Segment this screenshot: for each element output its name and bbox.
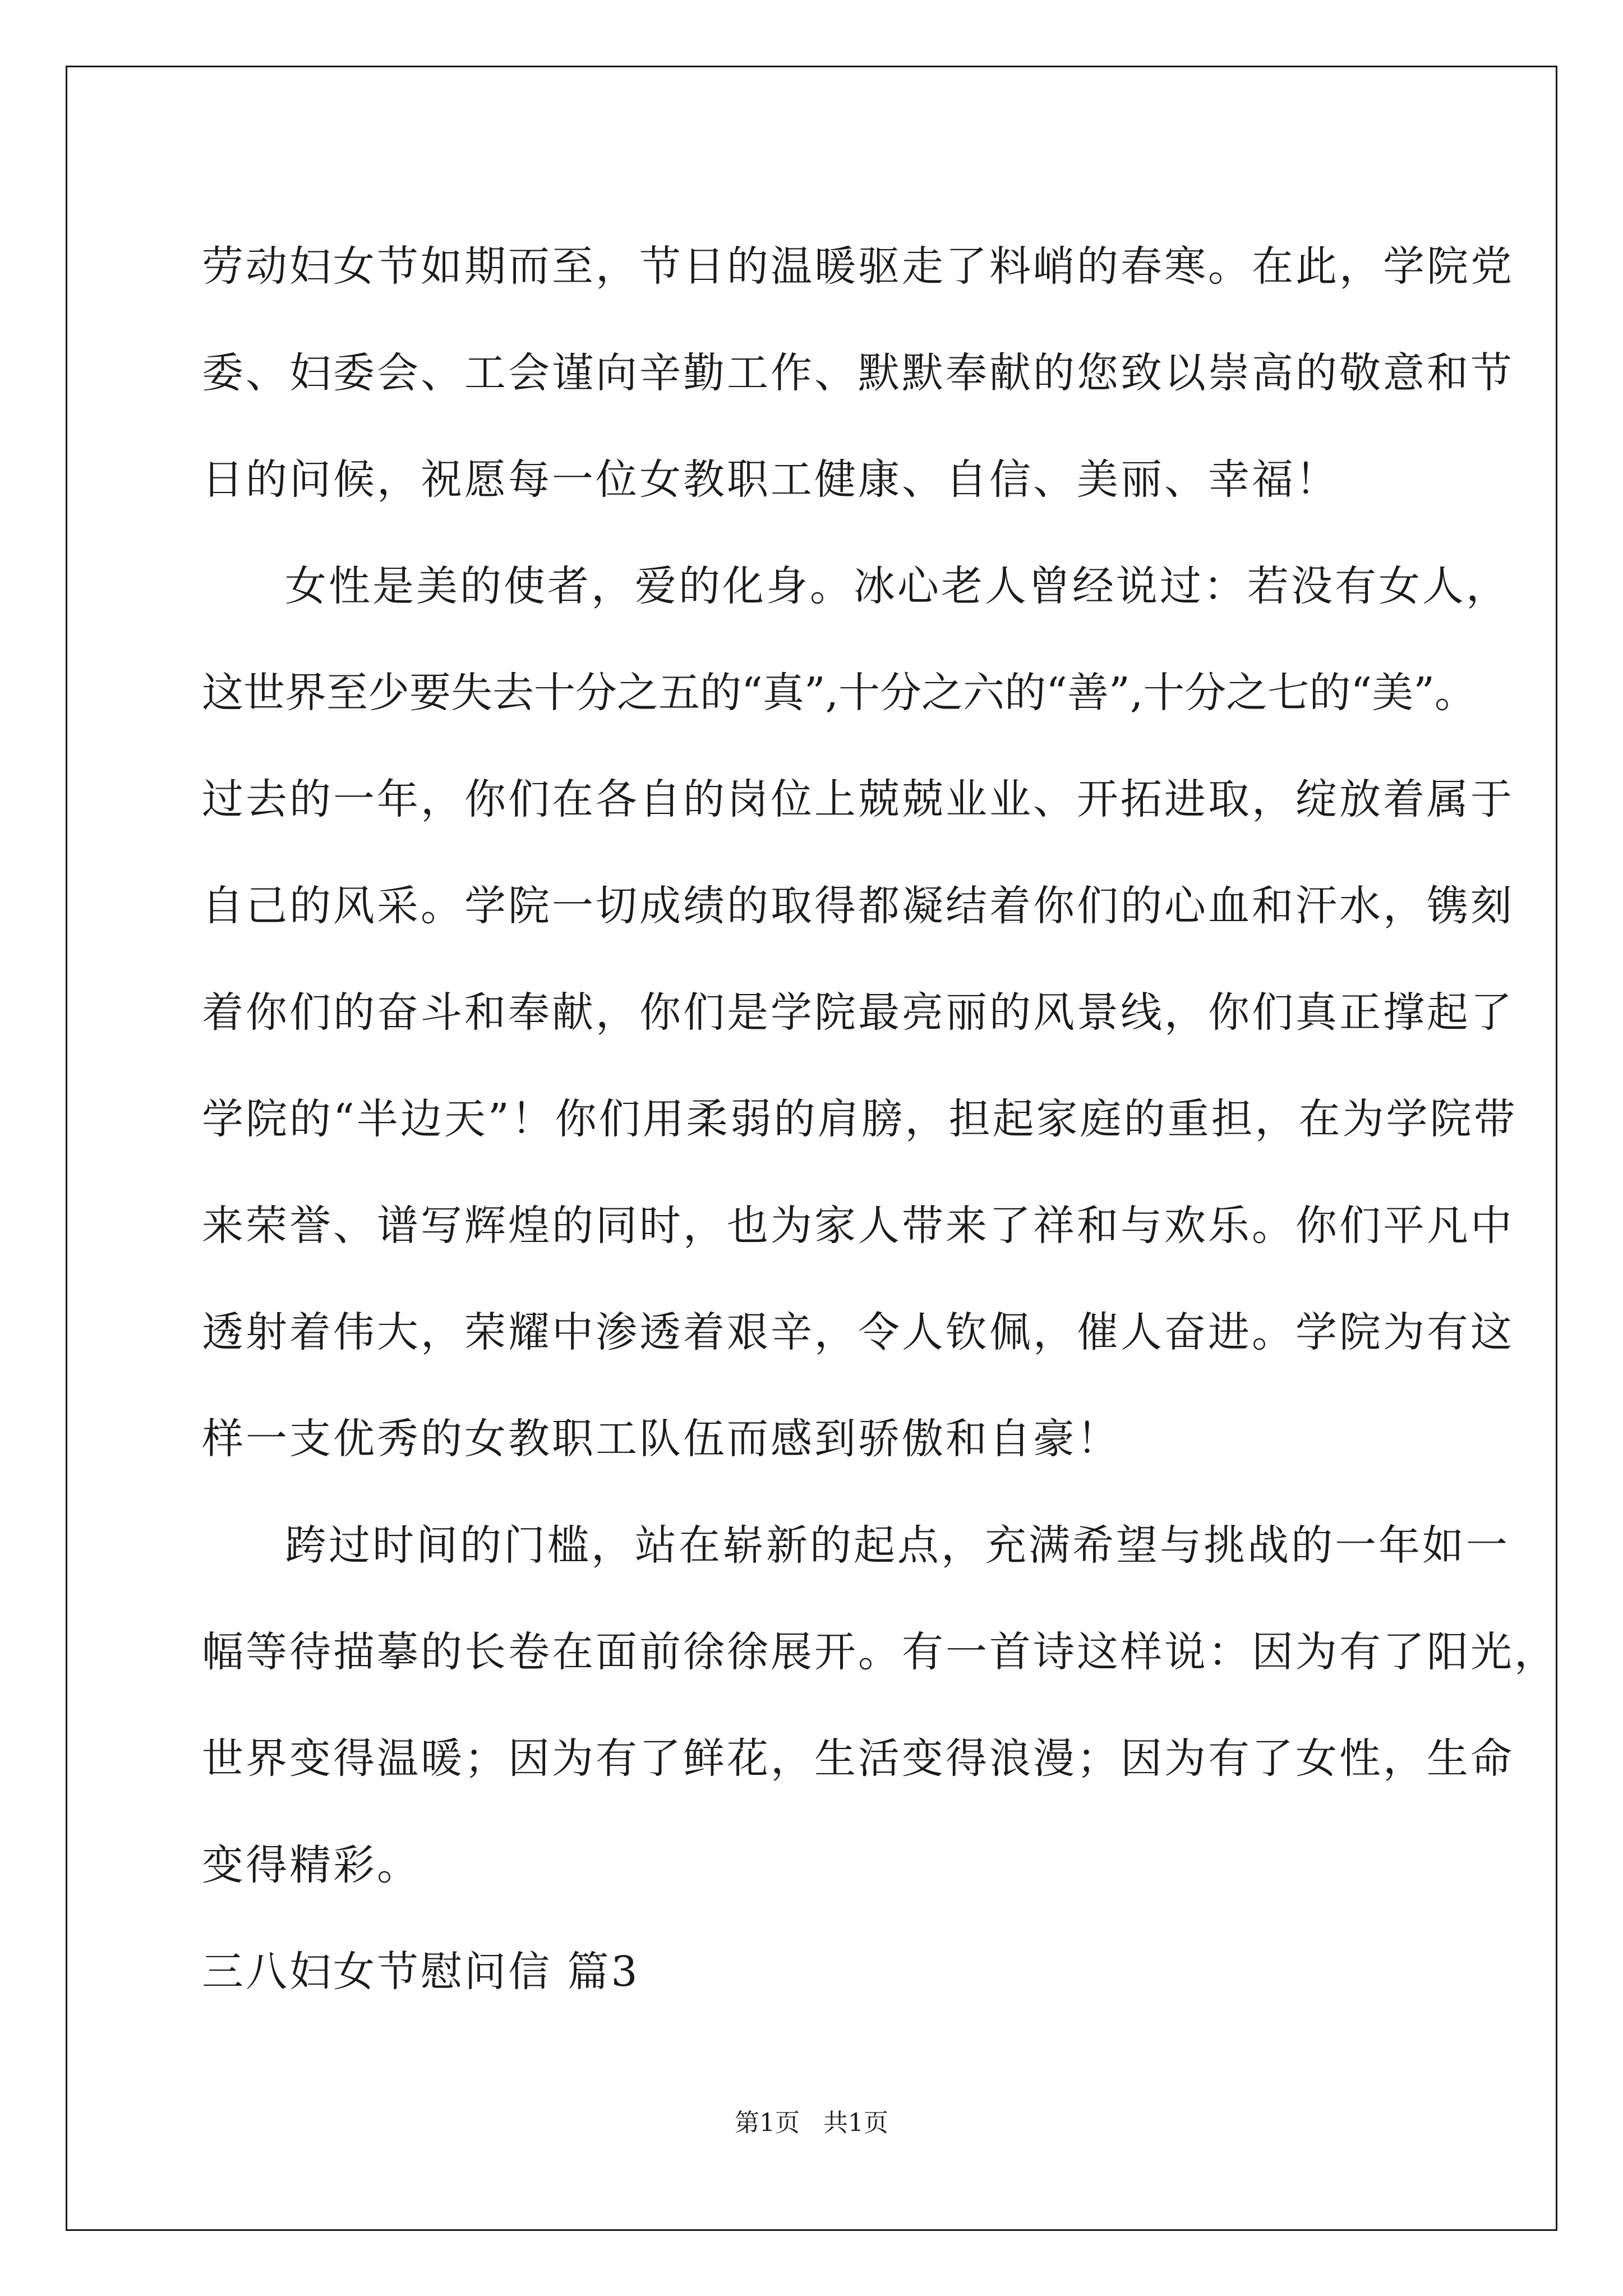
page-number-footer: 第1页 共1页 — [735, 2109, 888, 2137]
text-line: 过去的一年，你们在各自的岗位上兢兢业业、开拓进取，绽放着属于 — [202, 775, 1514, 823]
paragraph-start-line: 跨过时间的门槛，站在崭新的起点，充满希望与挑战的一年如一 — [285, 1521, 1510, 1570]
section-heading: 三八妇女节慰问信 篇3 — [202, 1948, 640, 1996]
text-line: 来荣誉、谱写辉煌的同时，也为家人带来了祥和与欢乐。你们平凡中 — [202, 1202, 1514, 1250]
text-line: 幅等待描摹的长卷在面前徐徐展开。有一首诗这样说：因为有了阳光， — [202, 1628, 1558, 1676]
text-line: 这世界至少要失去十分之五的“真”,十分之六的“善”,十分之七的“美”。 — [202, 669, 1477, 717]
text-line: 日的问候，祝愿每一位女教职工健康、自信、美丽、幸福！ — [202, 455, 1339, 504]
text-line: 着你们的奋斗和奉献，你们是学院最亮丽的风景线，你们真正撑起了 — [202, 988, 1514, 1037]
paragraph-start-line: 女性是美的使者，爱的化身。冰心老人曾经说过：若没有女人， — [285, 562, 1510, 610]
text-line: 样一支优秀的女教职工队伍而感到骄傲和自豪！ — [202, 1415, 1121, 1463]
text-line: 变得精彩。 — [202, 1841, 421, 1889]
text-line: 透射着伟大，荣耀中渗透着艰辛，令人钦佩，催人奋进。学院为有这 — [202, 1308, 1514, 1356]
text-line: 自己的风采。学院一切成绩的取得都凝结着你们的心血和汗水，镌刻 — [202, 882, 1514, 930]
text-line: 学院的“半边天”！你们用柔弱的肩膀，担起家庭的重担，在为学院带 — [202, 1095, 1518, 1143]
text-line: 委、妇委会、工会谨向辛勤工作、默默奉献的您致以崇高的敬意和节 — [202, 349, 1514, 397]
text-line: 劳动妇女节如期而至，节日的温暖驱走了料峭的春寒。在此，学院党 — [202, 242, 1514, 291]
text-line: 世界变得温暖；因为有了鲜花，生活变得浪漫；因为有了女性，生命 — [202, 1734, 1514, 1783]
document-body — [202, 213, 1558, 2025]
